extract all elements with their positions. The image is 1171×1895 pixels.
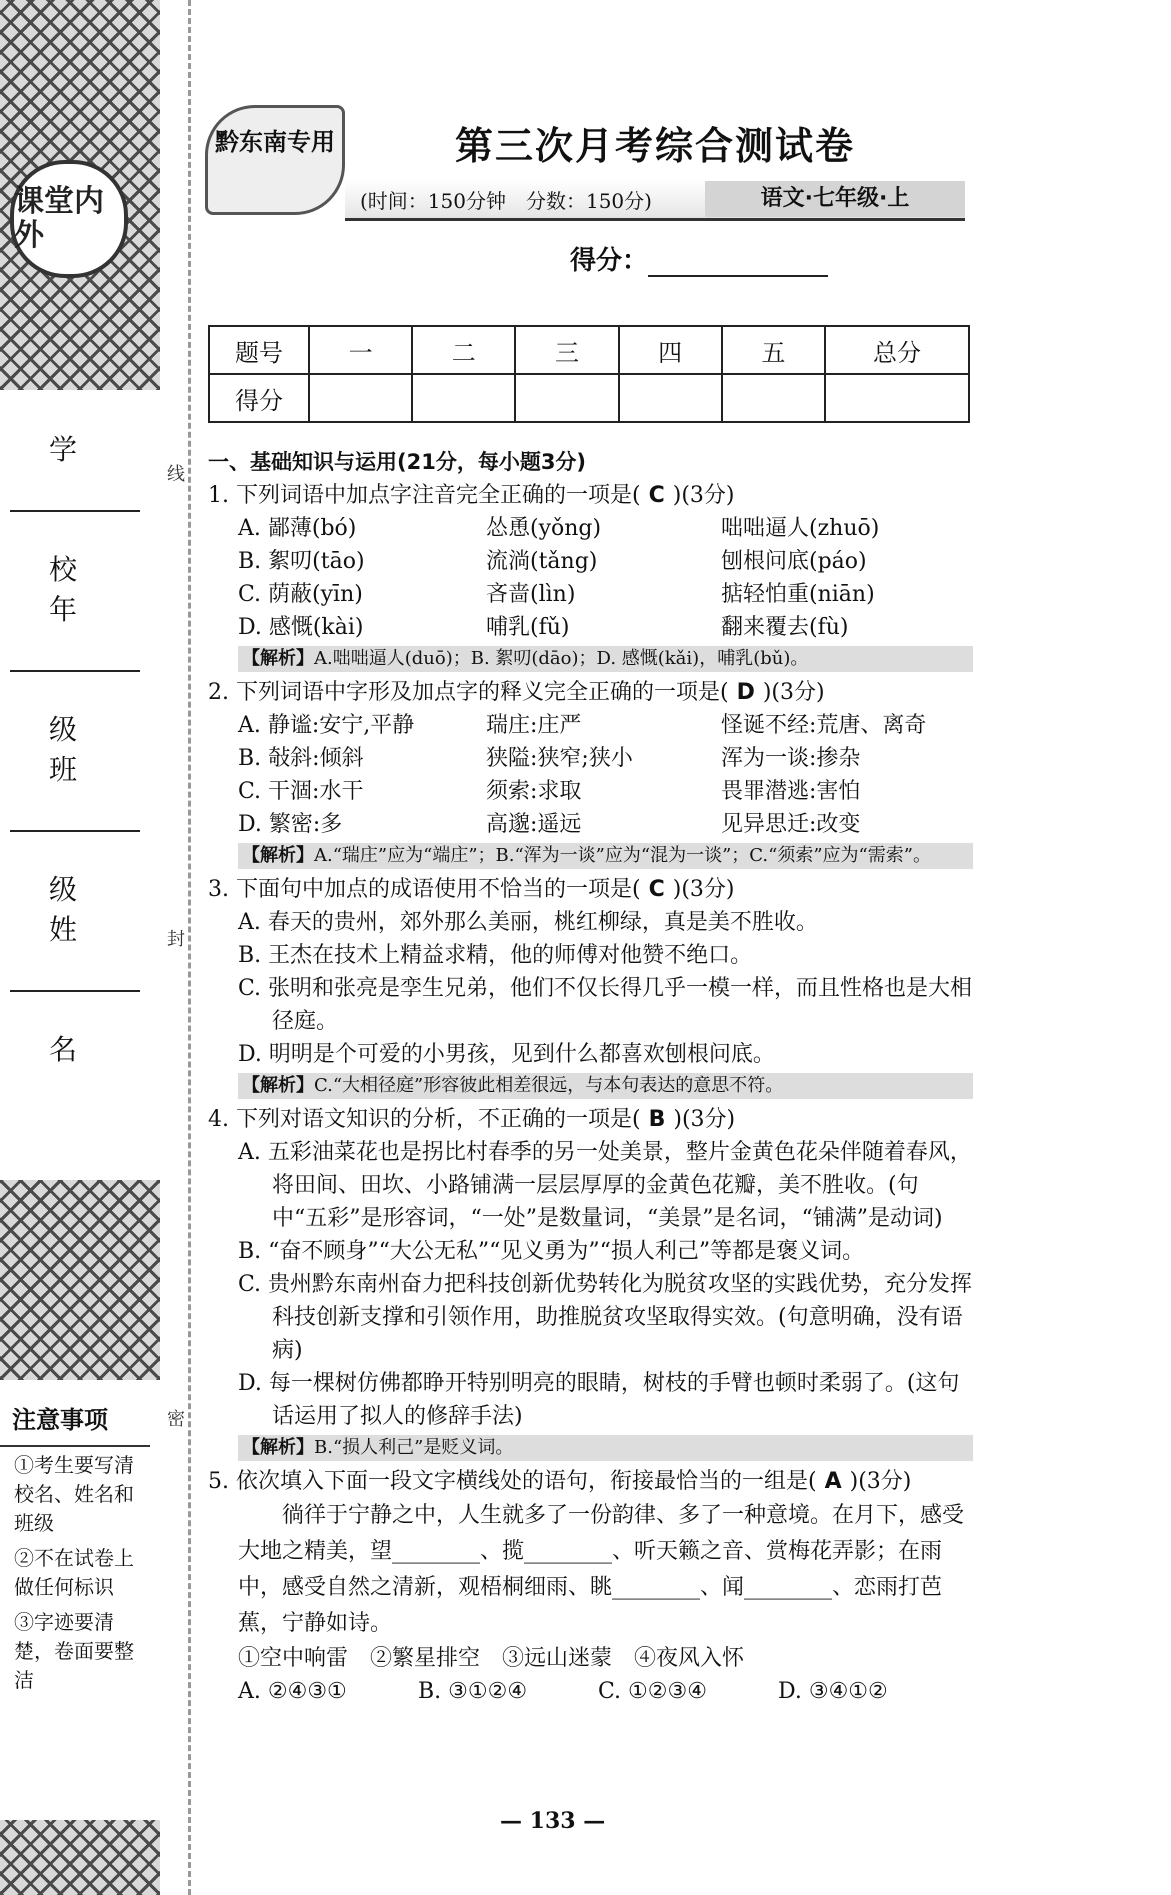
question-4: 4. 下列对语文知识的分析，不正确的一项是( B )(3分) A. 五彩油菜花也是拐比村春季的另一处美景，整片金黄色花朵伴随着春风，将田间、田坎、小路铺满一层层厚厚的金黄色花瓣，美不胜收。(句中“五彩”是形容词，“一处”是数量词，“美景”是名词，“铺满”是动词) B. “奋不顾身”“大公无私”“见义勇为”“损人利己”等都是褒义词。 C. 贵州黔东南州奋力把科技创新优势转化为脱贫攻坚的实践优势，充分发挥科技创新支撑和引领作用，助推脱贫攻坚取得实效。(句意明确，没有语病) D. 每一棵树仿佛都睁开特别明亮的眼睛，树枝的手臂也顿时柔弱了。(这句话运用了拟人的修辞手法) 【解析】B.“损人利己”是贬义词。: [208, 1103, 973, 1461]
option: 怪诞不经:荒唐、离奇: [721, 713, 927, 738]
grade-field: 年 级: [10, 550, 140, 672]
table-row: [209, 326, 969, 374]
table-cell: 四: [619, 326, 722, 374]
logo: 课堂内外: [10, 160, 128, 278]
sidebar: [0, 0, 160, 1895]
option: D. 每一棵树仿佛都睁开特别明亮的眼睛，树枝的手臂也顿时柔弱了。(这句话运用了拟人的修辞手法): [238, 1371, 960, 1429]
option: D. ③④①②: [778, 1679, 888, 1704]
analysis: 【解析】B.“损人利己”是贬义词。: [238, 1435, 973, 1461]
answer-mark: B: [648, 1107, 666, 1132]
question-5: 5. 依次填入下面一段文字横线处的语句，衔接最恰当的一组是( A )(3分) 徜徉于宁静之中，人生就多了一份韵律、多了一种意境。在月下，感受大地之精美，望________、揽________、听天籁之音、赏梅花弄影；在雨中，感受自然之清新，观梧桐细雨、眺________、闻________、恋雨打芭蕉，宁静如诗。 ①空中响雷 ②繁星排空 ③远山迷蒙 ④夜风入怀 A. ②④③① B. ③①②④ C. ①②③④ D. ③④①②: [208, 1465, 973, 1708]
answer-mark: A: [824, 1469, 842, 1494]
option: B. 王杰在技术上精益求精，他的师傅对他赞不绝口。: [238, 943, 753, 968]
option: D. 明明是个可爱的小男孩，见到什么都喜欢刨根问底。: [238, 1042, 775, 1067]
option: 哺乳(fǔ): [486, 615, 570, 640]
option: A. 鄙薄(bó): [238, 516, 357, 541]
option: C. 干涸:水干: [238, 779, 364, 804]
notes-panel: [0, 1390, 150, 1820]
options: [208, 709, 973, 841]
options: [208, 512, 973, 644]
exam-header: [205, 105, 965, 220]
option: 浑为一谈:掺杂: [721, 746, 861, 771]
option: B. ③①②④: [418, 1679, 528, 1704]
page-number: — 133 —: [500, 1808, 606, 1834]
option: 翻来覆去(fù): [721, 615, 849, 640]
option: 见异思迁:改变: [721, 812, 861, 837]
note-item: ②不在试卷上做任何标识: [14, 1546, 134, 1599]
table-cell: 二: [412, 326, 515, 374]
option: D. 感慨(kài): [238, 615, 364, 640]
option: C. 荫蔽(yīn): [238, 582, 363, 607]
table-cell: [722, 374, 825, 422]
name-field: 姓 名: [10, 870, 140, 992]
binding-line: [188, 0, 191, 1895]
table-cell: 三: [515, 326, 618, 374]
note-item: ③字迹要清楚，卷面要整洁: [14, 1610, 134, 1692]
seal-mark: 线: [167, 464, 185, 485]
exam-content: [208, 446, 973, 1708]
answer-mark: D: [736, 680, 755, 705]
answer-mark: C: [648, 877, 665, 902]
decorative-pattern-bottom: [0, 1820, 160, 1895]
seal-mark: 封: [167, 929, 185, 950]
analysis: 【解析】A.咄咄逼人(duō)；B. 絮叨(dāo)；D. 感慨(kǎi)，哺乳(bǔ)。: [238, 646, 973, 672]
table-cell: [515, 374, 618, 422]
subject-label: 语文·七年级·上: [705, 181, 965, 217]
table-cell: 一: [309, 326, 412, 374]
table-cell: [412, 374, 515, 422]
option: 高邈:遥远: [486, 812, 582, 837]
score-blank: [648, 275, 828, 277]
option: A. 五彩油菜花也是拐比村春季的另一处美景，整片金黄色花朵伴随着春风，将田间、田坎、小路铺满一层层厚厚的金黄色花瓣，美不胜收。(句中“五彩”是形容词，“一处”是数量词，“美景”是名词，“铺满”是动词): [238, 1140, 972, 1231]
option: 吝啬(lìn): [486, 582, 576, 607]
option: A. ②④③①: [238, 1679, 347, 1704]
class-field: 班 级: [10, 710, 140, 832]
option: C. 贵州黔东南州奋力把科技创新优势转化为脱贫攻坚的实践优势，充分发挥科技创新支撑和引领作用，助推脱贫攻坚取得实效。(句意明确，没有语病): [238, 1272, 973, 1363]
option: 狭隘:狭窄;狭小: [486, 746, 633, 771]
option: 怂恿(yǒng): [486, 516, 602, 541]
option: B. 絮叨(tāo): [238, 549, 365, 574]
passage: 徜徉于宁静之中，人生就多了一份韵律、多了一种意境。在月下，感受大地之精美，望________、揽________、听天籁之音、赏梅花弄影；在雨中，感受自然之清新，观梧桐细雨、眺________、闻________、恋雨打芭蕉，宁静如诗。: [238, 1503, 965, 1636]
option: 咄咄逼人(zhuō): [721, 516, 880, 541]
table-cell: [825, 374, 969, 422]
option: D. 繁密:多: [238, 812, 343, 837]
option: C. ①②③④: [598, 1679, 707, 1704]
decorative-pattern-middle: [0, 1180, 160, 1380]
note-item: ①考生要写清校名、姓名和班级: [14, 1453, 134, 1535]
option: C. 张明和张亮是孪生兄弟，他们不仅长得几乎一模一样，而且性格也是大相径庭。: [238, 976, 973, 1034]
question-2: 2. 下列词语中字形及加点字的释义完全正确的一项是( D )(3分) A. 静谧:安宁,平静 瑞庄:庄严 怪诞不经:荒唐、离奇 B. 敧斜:倾斜 狭隘:狭窄;狭小 浑为一谈:掺杂 C. 干涸:水干 须索:求取 畏罪潜逃:害怕 D. 繁密:多 高邈:遥远 见异思迁:改变 【解析】A.“瑞庄”应为“端庄”；B.“浑为一谈”应为“混为一谈”；C.“须索”应为“需索”。: [208, 676, 973, 869]
score-table: [208, 325, 970, 423]
option: B. 敧斜:倾斜: [238, 746, 364, 771]
choice-items: ①空中响雷 ②繁星排空 ③远山迷蒙 ④夜风入怀: [238, 1646, 745, 1671]
option: 瑞庄:庄严: [486, 713, 582, 738]
option: 须索:求取: [486, 779, 582, 804]
option: 刨根问底(páo): [721, 549, 867, 574]
student-info-panel: [0, 390, 150, 1180]
options: [208, 1675, 973, 1708]
answer-mark: C: [648, 483, 665, 508]
option: A. 春天的贵州，郊外那么美丽，桃红柳绿，真是美不胜收。: [238, 910, 818, 935]
analysis: 【解析】C.“大相径庭”形容彼此相差很远，与本句表达的意思不符。: [238, 1073, 973, 1099]
option: 掂轻怕重(niān): [721, 582, 875, 607]
school-field: 学 校: [10, 390, 140, 512]
question-1: 1. 下列词语中加点字注音完全正确的一项是( C )(3分) A. 鄙薄(bó) 怂恿(yǒng) 咄咄逼人(zhuō) B. 絮叨(tāo) 流淌(tǎng) 刨根问底(páo) C. 荫蔽(yīn) 吝啬(lìn) 掂轻怕重(niān) D. 感慨(kài) 哺乳(fǔ) 翻来覆去(fù) 【解析】A.咄咄逼人(duō)；B. 絮叨(dāo)；D. 感慨(kǎi)，哺乳(bǔ)。: [208, 479, 973, 672]
option: 畏罪潜逃:害怕: [721, 779, 861, 804]
table-cell: 得分: [209, 374, 309, 422]
question-3: 3. 下面句中加点的成语使用不恰当的一项是( C )(3分) A. 春天的贵州，郊外那么美丽，桃红柳绿，真是美不胜收。 B. 王杰在技术上精益求精，他的师傅对他赞不绝口。 C. 张明和张亮是孪生兄弟，他们不仅长得几乎一模一样，而且性格也是大相径庭。 D. 明明是个可爱的小男孩，见到什么都喜欢刨根问底。 【解析】C.“大相径庭”形容彼此相差很远，与本句表达的意思不符。: [208, 873, 973, 1099]
option: A. 静谧:安宁,平静: [238, 713, 415, 738]
notes-title: 注意事项: [0, 1390, 150, 1447]
option: 流淌(tǎng): [486, 549, 598, 574]
section-title: 一、基础知识与运用(21分，每小题3分): [208, 450, 587, 474]
seal-mark: 密: [167, 1409, 185, 1430]
table-cell: 题号: [209, 326, 309, 374]
table-row: [209, 374, 969, 422]
score-line: 得分：: [570, 240, 828, 277]
time-info: (时间：150分钟 分数：150分): [360, 189, 652, 213]
region-badge: 黔东南专用: [205, 105, 345, 215]
table-cell: 总分: [825, 326, 969, 374]
exam-title: 第三次月考综合测试卷: [455, 124, 856, 168]
table-cell: 五: [722, 326, 825, 374]
table-cell: [619, 374, 722, 422]
table-cell: [309, 374, 412, 422]
analysis: 【解析】A.“瑞庄”应为“端庄”；B.“浑为一谈”应为“混为一谈”；C.“须索”应为“需索”。: [238, 843, 973, 869]
option: B. “奋不顾身”“大公无私”“见义勇为”“损人利己”等都是褒义词。: [238, 1239, 865, 1264]
